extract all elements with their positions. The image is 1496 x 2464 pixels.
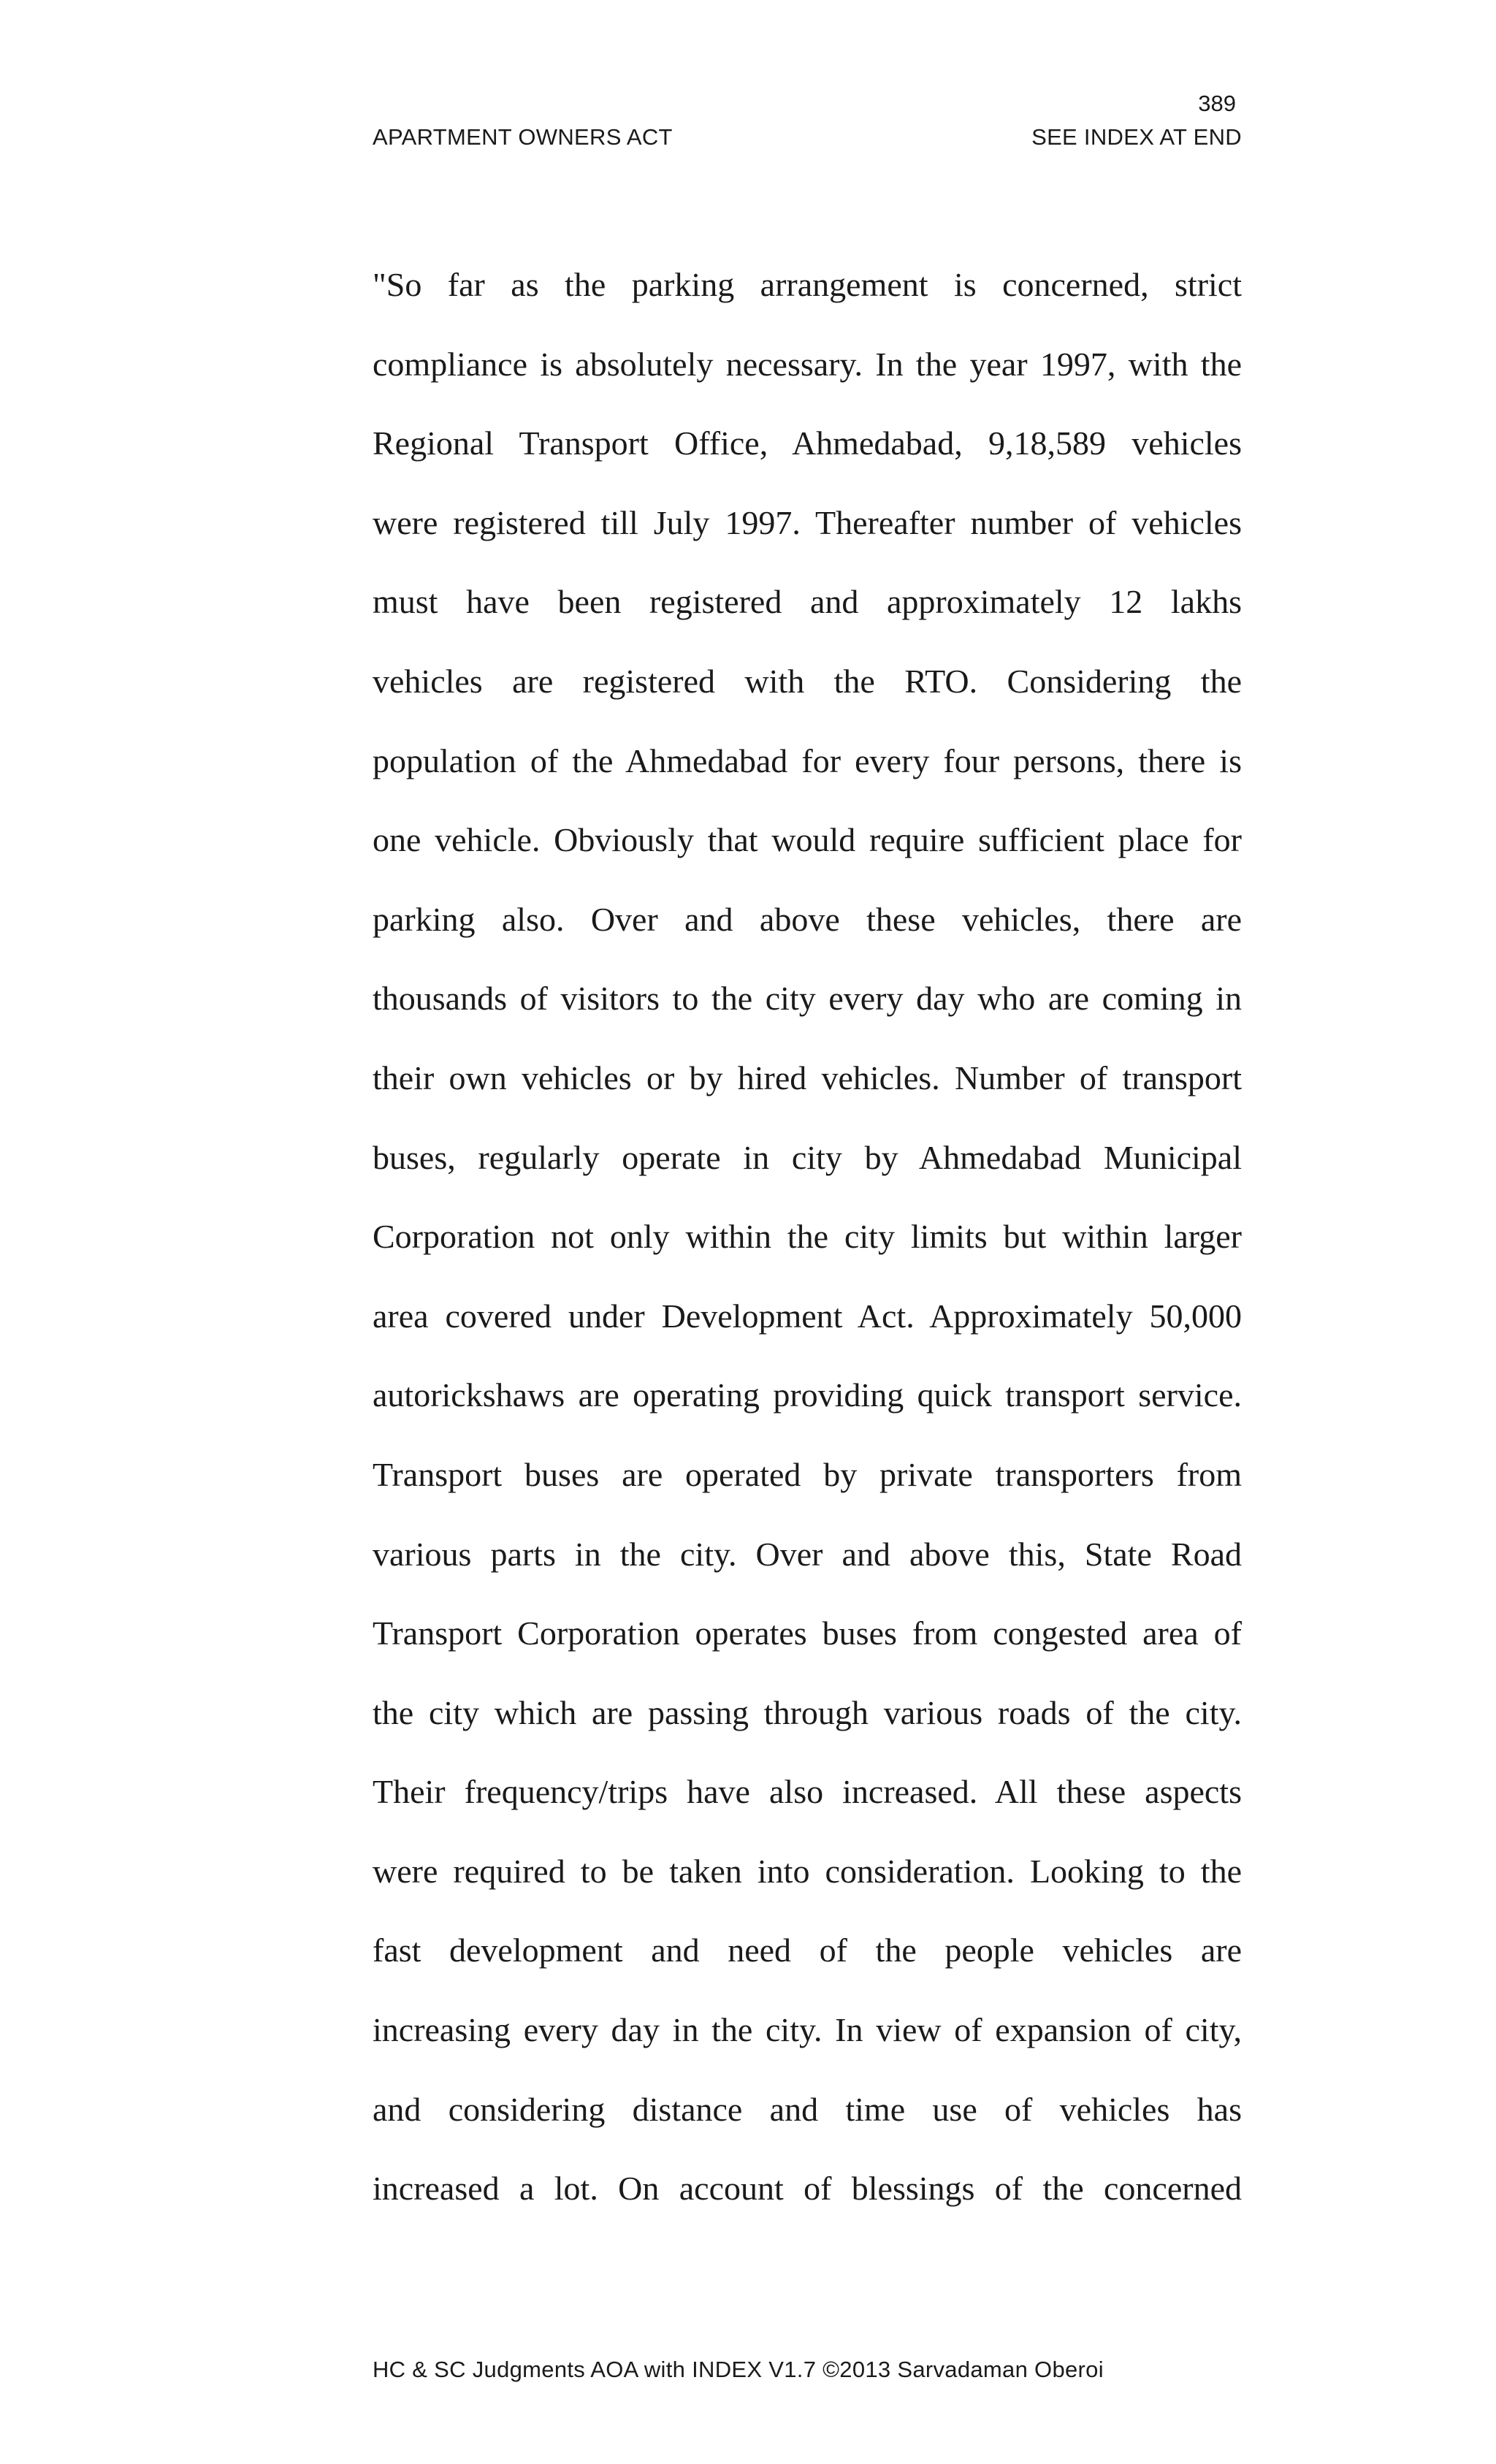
text-line: Transport Corporation operates buses from congested area of [373,1614,1242,1652]
running-header [373,123,1242,152]
text-line: Their frequency/trips have also increased. All these aspects [373,1773,1242,1811]
text-line: Transport buses are operated by private transporters from [373,1455,1242,1493]
text-line: their own vehicles or by hired vehicles. Number of transport [373,1059,1242,1096]
text-line: increasing every day in the city. In view of expansion of city, [373,2011,1242,2049]
text-line: Regional Transport Office, Ahmedabad, 9,18,589 vehicles [373,424,1242,462]
text-line: the city which are passing through various roads of the city. [373,1693,1242,1731]
text-line: "So far as the parking arrangement is concerned, strict [373,266,1242,303]
header-title: APARTMENT OWNERS ACT [373,124,673,150]
text-line: increased a lot. On account of blessings of the concerned [373,2170,1242,2208]
text-line: area covered under Development Act. Approximately 50,000 [373,1297,1242,1335]
text-line: must have been registered and approximately 12 lakhs [373,583,1242,621]
text-line: compliance is absolutely necessary. In the year 1997, with the [373,345,1242,383]
text-line: parking also. Over and above these vehicles, there are [373,900,1242,938]
text-line: population of the Ahmedabad for every four persons, there is [373,741,1242,779]
body-paragraph [373,263,1242,2246]
header-index-note: SEE INDEX AT END [1031,124,1242,150]
text-line: buses, regularly operate in city by Ahmedabad Municipal [373,1138,1242,1176]
text-line: various parts in the city. Over and above this, State Road [373,1535,1242,1573]
text-line: thousands of visitors to the city every day who are coming in [373,980,1242,1018]
text-line: autorickshaws are operating providing quick transport service. [373,1376,1242,1414]
text-line: and considering distance and time use of vehicles has [373,2090,1242,2128]
text-line: were required to be taken into consideration. Looking to the [373,1852,1242,1890]
text-line: vehicles are registered with the RTO. Considering the [373,662,1242,700]
page-number: 389 [1198,91,1236,116]
page-footer: HC & SC Judgments AOA with INDEX V1.7 ©2013 Sarvadaman Oberoi [373,2357,1104,2382]
text-line: fast development and need of the people vehicles are [373,1931,1242,1969]
text-line: one vehicle. Obviously that would require sufficient place for [373,821,1242,859]
text-line: Corporation not only within the city limits but within larger [373,1218,1242,1256]
text-line: were registered till July 1997. Thereafter number of vehicles [373,503,1242,541]
